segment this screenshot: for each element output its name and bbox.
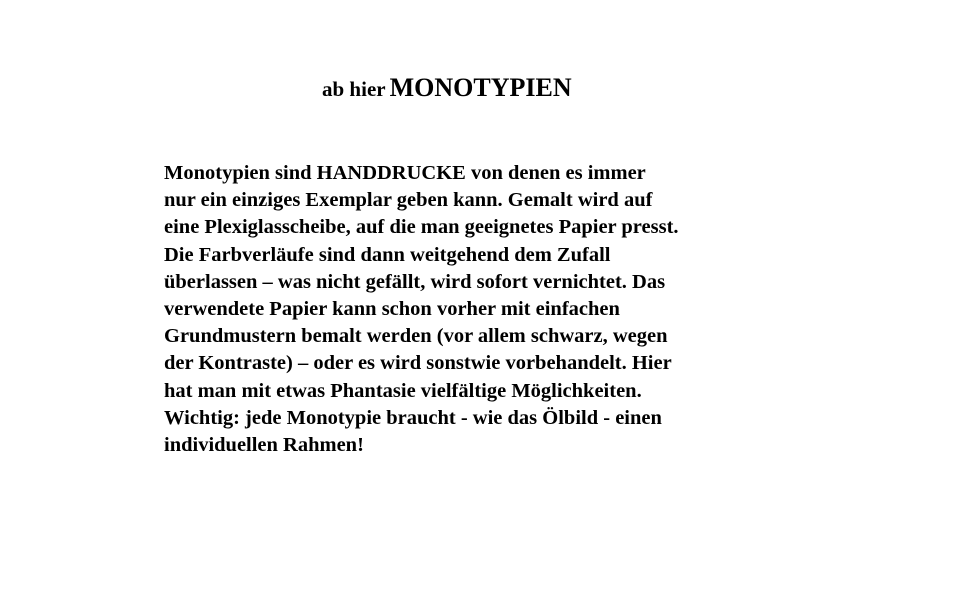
paragraph-line: Die Farbverläufe sind dann weitgehend dem Zufall xyxy=(164,243,611,266)
paragraph-line: der Kontraste) – oder es wird sonstwie vorbehandelt. Hier xyxy=(164,352,672,375)
paragraph-line: individuellen Rahmen! xyxy=(164,434,364,457)
paragraph-line: überlassen – was nicht gefällt, wird sofort vernichtet. Das xyxy=(164,270,666,293)
paragraph-line: nur ein einziges Exemplar geben kann. Gemalt wird auf xyxy=(164,189,653,212)
paragraph-line: eine Plexiglasscheibe, auf die man geeignetes Papier presst. xyxy=(164,216,679,239)
heading-prefix: ab hier xyxy=(322,77,386,101)
heading-title: MONOTYPIEN xyxy=(389,73,572,102)
paragraph-line: hat man mit etwas Phantasie vielfältige Möglichkeiten. xyxy=(164,379,642,402)
paragraph-line: verwendete Papier kann schon vorher mit einfachen xyxy=(164,298,620,321)
paragraph-line: Wichtig: jede Monotypie braucht - wie das Ölbild - einen xyxy=(164,406,662,429)
paragraph-line: Monotypien sind HANDDRUCKE von denen es immer xyxy=(164,162,646,184)
paragraph-line: Grundmustern bemalt werden (vor allem schwarz, wegen xyxy=(164,325,668,348)
page-heading xyxy=(322,72,572,108)
body-paragraph xyxy=(164,160,804,459)
